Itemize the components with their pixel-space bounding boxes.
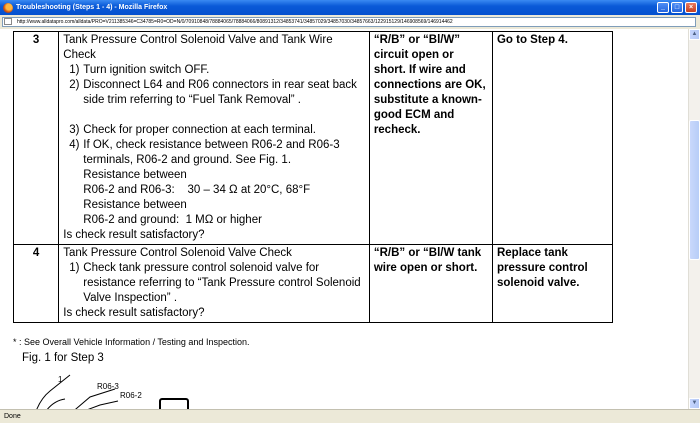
step-title: Tank Pressure Control Solenoid Valve and Tank Wire Check (63, 34, 333, 61)
list-item: 1) Check tank pressure control solenoid valve for resistance referring to “Tank Pressure control Solenoid Valve Inspection” . (69, 262, 361, 304)
page-icon (4, 18, 12, 25)
figure-label-r063: R06-3 (97, 382, 119, 391)
scroll-up-button[interactable]: ▲ (689, 29, 700, 40)
resistance-label: Resistance between (83, 199, 187, 211)
minimize-button[interactable]: _ (657, 2, 669, 13)
spec-row: R06-2 and ground: 1 MΩ or higher (83, 214, 262, 226)
step-result: “R/B” or “Bl/W tank wire open or short. (369, 245, 492, 323)
page-content (0, 29, 688, 409)
figure-title: Fig. 1 for Step 3 (22, 352, 104, 364)
troubleshooting-table (13, 31, 613, 323)
step-action (59, 32, 370, 245)
firefox-icon (3, 3, 13, 13)
spec-row: R06-2 and R06-3: 30 – 34 Ω at 20°C, 68°F (83, 184, 311, 196)
figure-label-1: 1 (58, 375, 63, 384)
scroll-down-button[interactable]: ▼ (689, 398, 700, 409)
step-number: 3 (14, 32, 59, 245)
list-item: 1) Turn ignition switch OFF. (69, 64, 210, 76)
address-bar (0, 15, 700, 30)
figure-diagram (10, 369, 250, 409)
window-title: Troubleshooting (Steps 1 - 4) - Mozilla Firefox (16, 4, 168, 11)
vertical-scrollbar[interactable] (688, 29, 700, 409)
step-goto: Replace tank pressure control solenoid valve. (492, 245, 612, 323)
step-goto: Go to Step 4. (492, 32, 612, 245)
maximize-button[interactable]: □ (671, 2, 683, 13)
step-result: “R/B” or “Bl/W” circuit open or short. If wire and connections are OK, substitute a known-good ECM and recheck. (369, 32, 492, 245)
footnote: * : See Overall Vehicle Information / Testing and Inspection. (13, 337, 250, 347)
table-row (14, 32, 613, 245)
title-bar (0, 0, 700, 15)
step-question: Is check result satisfactory? (63, 307, 205, 319)
url-input[interactable]: http://www.alldatapro.com/alldata/PRO=V211385346=C34785=R0=OD=N/0/70910848/78884065/78884066/80891312/34853741/34857029/34857030/34857663/122915129/146908569/146914462 (2, 17, 696, 27)
table-row (14, 245, 613, 323)
scroll-thumb[interactable] (689, 120, 700, 260)
status-text: Done (4, 413, 21, 420)
figure-label-r062: R06-2 (120, 391, 142, 400)
list-item: 3) Check for proper connection at each terminal. (69, 124, 316, 136)
step-action (59, 245, 370, 323)
list-item: 2) Disconnect L64 and R06 connectors in rear seat back side trim referring to “Fuel Tank Removal” . (69, 79, 357, 106)
step-question: Is check result satisfactory? (63, 229, 205, 241)
step-number: 4 (14, 245, 59, 323)
status-bar (0, 409, 700, 423)
resistance-label: Resistance between (83, 169, 187, 181)
step-title: Tank Pressure Control Solenoid Valve Check (63, 247, 292, 259)
list-item: 4) If OK, check resistance between R06-2 and R06-3 terminals, R06-2 and ground. See Fig. 1. (69, 139, 340, 166)
close-button[interactable]: × (685, 2, 697, 13)
